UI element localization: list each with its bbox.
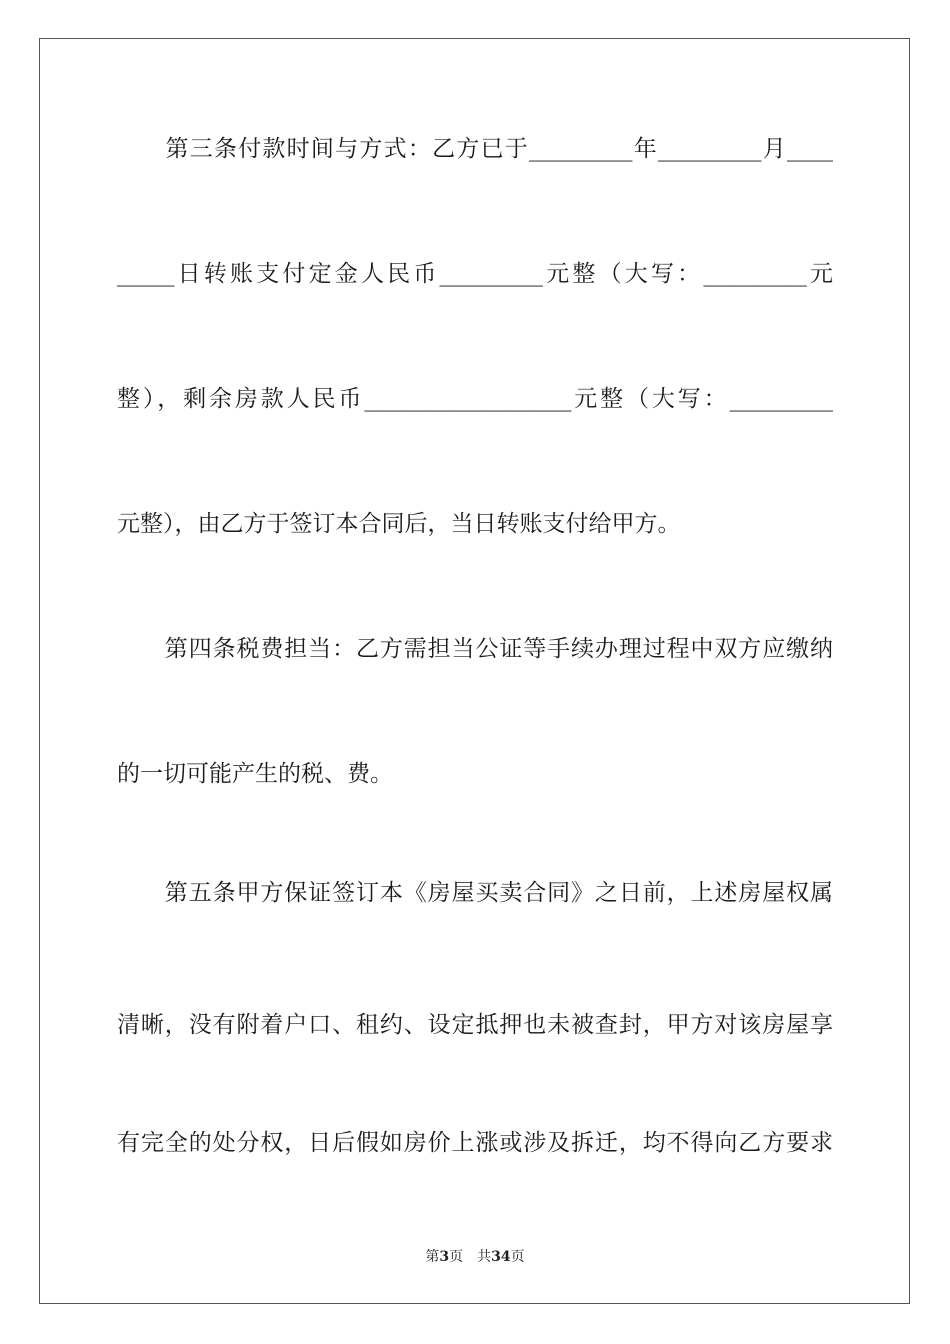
paragraph-line: 元整），由乙方于签订本合同后，当日转账支付给甲方。 xyxy=(117,511,681,537)
page-border xyxy=(39,38,910,1304)
paragraph-line: 第三条付款时间与方式：乙方已于_________年_________月____ xyxy=(117,136,833,162)
paragraph-line: 有完全的处分权，日后假如房价上涨或涉及拆迁，均不得向乙方要求 xyxy=(117,1130,833,1156)
footer-total-prefix: 共 xyxy=(477,1249,492,1265)
footer-page-suffix: 页 xyxy=(449,1249,464,1265)
page-footer xyxy=(0,1246,950,1266)
paragraph-line: 清晰，没有附着户口、租约、设定抵押也未被查封，甲方对该房屋享 xyxy=(117,1012,833,1038)
current-page-number: 3 xyxy=(439,1249,450,1265)
paragraph-line: 第四条税费担当：乙方需担当公证等手续办理过程中双方应缴纳 xyxy=(117,636,833,662)
paragraph-line: 整），剩余房款人民币__________________元整（大写：_________ xyxy=(117,386,833,412)
paragraph-line: _____日转账支付定金人民币_________元整（大写：_________元 xyxy=(117,261,833,287)
paragraph-line: 第五条甲方保证签订本《房屋买卖合同》之日前，上述房屋权属 xyxy=(117,880,833,906)
footer-total-suffix: 页 xyxy=(510,1249,525,1265)
footer-prefix: 第 xyxy=(425,1249,440,1265)
paragraph-line: 的一切可能产生的税、费。 xyxy=(117,761,393,787)
total-pages-number: 34 xyxy=(491,1249,511,1265)
